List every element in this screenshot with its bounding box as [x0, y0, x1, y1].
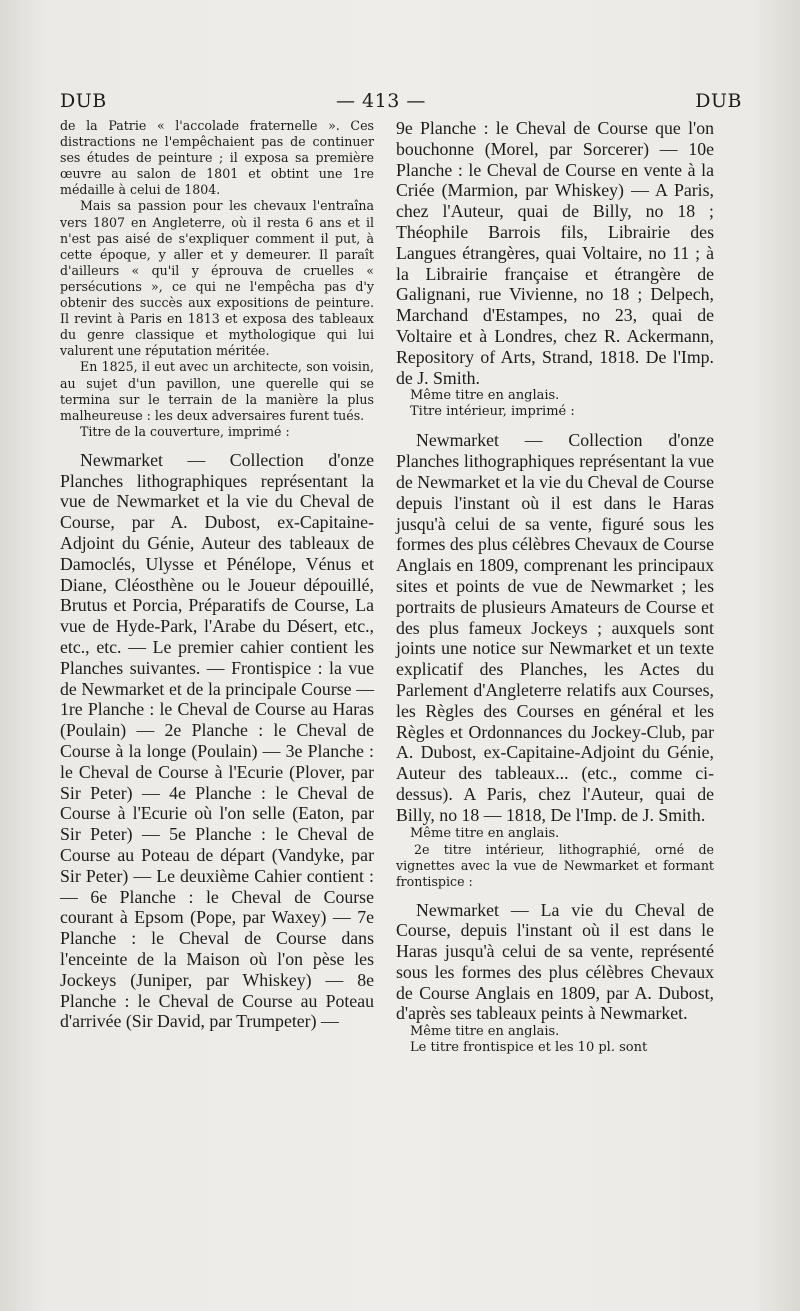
left-column [60, 118, 374, 1032]
english-title-note-1: Même titre en anglais. [410, 388, 560, 404]
interior-title-note: Titre intérieur, imprimé : [410, 404, 575, 420]
second-interior-title-note: 2e titre intérieur, lithographié, orné de vignettes avec la vue de Newmarket et formant frontispice : [396, 841, 714, 889]
english-title-note-3: Même titre en anglais. [410, 1024, 560, 1040]
running-head-right: DUB [695, 90, 742, 112]
paragraph-querelle: En 1825, il eut avec un architecte, son voisin, au sujet d'un pavillon, une querelle qui se termina sur le terrain de la manière la plus malheureuse : les deux adversaires furent tués. [60, 359, 374, 423]
cover-title-text: Newmarket — Collection d'onze Planches lithographiques représentant la vue de Newmarket et la vie du Cheval de Course, par A. Dubost, ex-Capitaine-Adjoint du Génie, Auteur des tableaux de Damoclés, Ulysse et Pénélope, Vénus et Diane, Cléosthène ou le Joueur dépouillé, Brutus et Porcia, Préparatifs de Course, La vue de Hyde-Park, l'Arabe du Désert, etc., etc., etc. — Le premier cahier contient les Planches suivantes. — Frontispice : la vue de Newmarket et de la principale Course — 1re Planche : le Cheval de Course au Haras (Poulain) — 2e Planche : le Cheval de Course à la longe (Poulain) — 3e Planche : le Cheval de Course à l'Ecurie (Plover, par Sir Peter) — 4e Planche : le Cheval de Course à l'Ecurie où l'on selle (Eaton, par Sir Peter) — 5e Planche : le Cheval de Course au Poteau de départ (Vandyke, par Sir Peter) — Le deuxième Cahier contient : — 6e Planche : le Cheval de Course courant à Epsom (Pope, par Waxey) — 7e Planche : le Cheval de Course dans l'enceinte de la Maison où l'on pèse les Jockeys (Juniper, par Whiskey) — 8e Planche : le Cheval de Course au Poteau d'arrivée (Sir David, par Trumpeter) — [60, 449, 374, 1032]
right-column [396, 118, 714, 1056]
page-header [60, 90, 742, 120]
english-title-note-2: Même titre en anglais. [410, 825, 560, 841]
plates-note: Le titre frontispice et les 10 pl. sont [410, 1040, 648, 1056]
cover-title-continued: 9e Planche : le Cheval de Course que l'on bouchonne (Morel, par Sorcerer) — 10e Planche : le Cheval de Course en vente à la Criée (Marmion, par Whiskey) — A Paris, chez l'Auteur, quai de Billy, no 18 ; Théophile Barrois fils, Librairie des Langues étrangères, quai Voltaire, no 11 ; à la Librairie française et étrangère de Galignani, rue Vivienne, no 18 ; Delpech, Marchand d'Estampes, no 23, quai de Voltaire et à Londres, chez R. Ackermann, Repository of Arts, Strand, 1818. De l'Imp. de J. Smith. [396, 118, 714, 388]
cover-title-note: Titre de la couverture, imprimé : [80, 423, 290, 439]
paragraph-passion: Mais sa passion pour les chevaux l'entraîna vers 1807 en Angleterre, où il resta 6 ans et il n'est pas aisé de s'expliquer comment il put, à cette époque, y aller et y demeurer. Il paraît d'ailleurs « qu'il y éprouva de cruelles « persécutions », ce qui ne l'empêcha pas d'y obtenir des succès aux expositions de peinture. Il revint à Paris en 1813 et exposa des tableaux du genre classique et mythologique qui lui valurent une réputation méritée. [60, 198, 374, 359]
frontispiece-title-text: Newmarket — La vie du Cheval de Course, depuis l'instant où il est dans le Haras jusqu'à celui de sa vente, représenté sous les formes des plus célèbres Chevaux de Course Anglais en 1809, par A. Dubost, d'après ses tableaux peints à Newmarket. [396, 899, 714, 1024]
running-head-left: DUB [60, 90, 107, 112]
page-number: — 413 — [336, 90, 426, 112]
interior-title-text: Newmarket — Collection d'onze Planches lithographiques représentant la vue de Newmarket et la vie du Cheval de Course depuis l'instant où il est dans le Haras jusqu'à celui de sa vente, figuré sous les formes des plus célèbres Chevaux de Course Anglais en 1809, comprenant les principaux sites et points de vue de Newmarket ; les portraits de plusieurs Amateurs de Course et des plus fameux Jockeys ; auxquels sont joints une notice sur Newmarket et un texte explicatif des Planches, les Actes du Parlement d'Angleterre relatifs aux Courses, les Règles des Courses en général et les Règles et Ordonnances du Jockey-Club, par A. Dubost, ex-Capitaine-Adjoint du Génie, Auteur des tableaux... (etc., comme ci-dessus). A Paris, chez l'Auteur, quai de Billy, no 18 — 1818, De l'Imp. de J. Smith. [396, 430, 714, 825]
paragraph-patrie: de la Patrie « l'accolade fraternelle ». Ces distractions ne l'empêchaient pas de continuer ses études de peinture ; il exposa sa première œuvre au salon de 1801 et obtint une 1re médaille à celui de 1804. [60, 118, 374, 198]
